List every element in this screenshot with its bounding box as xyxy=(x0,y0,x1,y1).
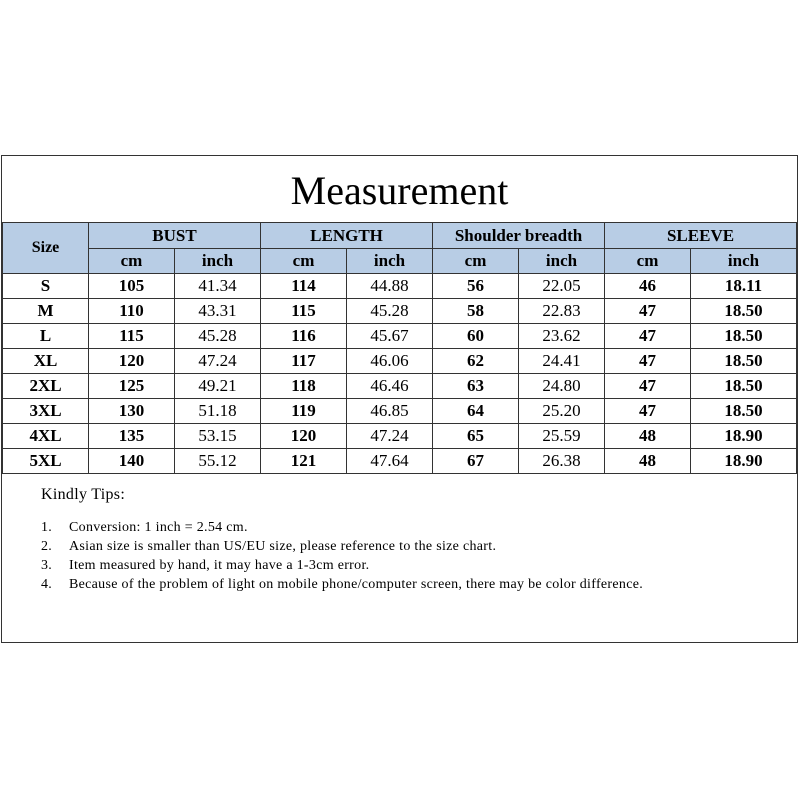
table-cell: 45.28 xyxy=(175,324,261,349)
table-cell: 47.64 xyxy=(347,449,433,474)
unit-header: cm xyxy=(89,249,175,274)
tip-text: Asian size is smaller than US/EU size, please reference to the size chart. xyxy=(69,539,497,554)
table-cell: 23.62 xyxy=(519,324,605,349)
table-cell: 60 xyxy=(433,324,519,349)
tip-item xyxy=(41,575,797,594)
unit-header: cm xyxy=(605,249,691,274)
size-label: S xyxy=(3,274,89,299)
tip-number: 2. xyxy=(41,539,53,554)
table-cell: 53.15 xyxy=(175,424,261,449)
table-cell: 65 xyxy=(433,424,519,449)
chart-title: Measurement xyxy=(290,168,509,213)
table-cell: 46.06 xyxy=(347,349,433,374)
table-cell: 22.05 xyxy=(519,274,605,299)
tip-text: Item measured by hand, it may have a 1-3cm error. xyxy=(69,558,370,573)
table-cell: 18.90 xyxy=(691,449,797,474)
tip-number: 3. xyxy=(41,558,53,573)
table-row xyxy=(3,324,797,349)
size-label: 5XL xyxy=(3,449,89,474)
table-row xyxy=(3,399,797,424)
table-cell: 117 xyxy=(261,349,347,374)
tip-item xyxy=(41,537,797,556)
table-cell: 18.50 xyxy=(691,399,797,424)
table-cell: 125 xyxy=(89,374,175,399)
unit-header: inch xyxy=(691,249,797,274)
table-cell: 67 xyxy=(433,449,519,474)
table-cell: 116 xyxy=(261,324,347,349)
group-header-bust: BUST xyxy=(89,223,261,249)
table-cell: 43.31 xyxy=(175,299,261,324)
table-cell: 121 xyxy=(261,449,347,474)
table-cell: 120 xyxy=(89,349,175,374)
table-cell: 135 xyxy=(89,424,175,449)
size-chart-frame xyxy=(1,155,798,643)
tips-section xyxy=(2,472,797,642)
table-cell: 18.11 xyxy=(691,274,797,299)
unit-header: inch xyxy=(519,249,605,274)
table-cell: 55.12 xyxy=(175,449,261,474)
size-table xyxy=(2,222,797,474)
table-cell: 25.20 xyxy=(519,399,605,424)
size-label: L xyxy=(3,324,89,349)
table-cell: 110 xyxy=(89,299,175,324)
table-cell: 47.24 xyxy=(347,424,433,449)
tip-number: 1. xyxy=(41,520,53,535)
tip-item xyxy=(41,518,797,537)
table-cell: 118 xyxy=(261,374,347,399)
unit-header: cm xyxy=(261,249,347,274)
table-row xyxy=(3,349,797,374)
unit-header: inch xyxy=(175,249,261,274)
table-cell: 119 xyxy=(261,399,347,424)
table-cell: 18.50 xyxy=(691,374,797,399)
group-header-shoulder: Shoulder breadth xyxy=(433,223,605,249)
table-cell: 49.21 xyxy=(175,374,261,399)
table-cell: 18.90 xyxy=(691,424,797,449)
tip-text: Because of the problem of light on mobile phone/computer screen, there may be color difference. xyxy=(69,577,644,592)
table-cell: 44.88 xyxy=(347,274,433,299)
table-cell: 140 xyxy=(89,449,175,474)
unit-header-row xyxy=(3,249,797,274)
table-cell: 25.59 xyxy=(519,424,605,449)
table-cell: 45.67 xyxy=(347,324,433,349)
tip-text: Conversion: 1 inch = 2.54 cm. xyxy=(69,520,248,535)
table-cell: 26.38 xyxy=(519,449,605,474)
table-cell: 45.28 xyxy=(347,299,433,324)
group-header-row xyxy=(3,223,797,249)
tip-item xyxy=(41,556,797,575)
unit-header: cm xyxy=(433,249,519,274)
table-cell: 24.41 xyxy=(519,349,605,374)
size-label: XL xyxy=(3,349,89,374)
table-cell: 22.83 xyxy=(519,299,605,324)
table-cell: 48 xyxy=(605,449,691,474)
table-cell: 46.85 xyxy=(347,399,433,424)
table-cell: 47 xyxy=(605,374,691,399)
table-cell: 47 xyxy=(605,324,691,349)
table-row xyxy=(3,299,797,324)
size-label: 2XL xyxy=(3,374,89,399)
table-cell: 18.50 xyxy=(691,324,797,349)
table-cell: 63 xyxy=(433,374,519,399)
table-cell: 115 xyxy=(261,299,347,324)
size-column-header: Size xyxy=(3,223,89,274)
table-cell: 120 xyxy=(261,424,347,449)
tip-number: 4. xyxy=(41,577,53,592)
unit-header: inch xyxy=(347,249,433,274)
table-cell: 46 xyxy=(605,274,691,299)
table-cell: 41.34 xyxy=(175,274,261,299)
table-row xyxy=(3,374,797,399)
table-row xyxy=(3,274,797,299)
table-cell: 115 xyxy=(89,324,175,349)
table-cell: 62 xyxy=(433,349,519,374)
tips-title: Kindly Tips: xyxy=(41,486,126,503)
table-cell: 51.18 xyxy=(175,399,261,424)
tips-list xyxy=(41,518,797,594)
table-cell: 47 xyxy=(605,399,691,424)
group-header-sleeve: SLEEVE xyxy=(605,223,797,249)
table-cell: 58 xyxy=(433,299,519,324)
size-label: 4XL xyxy=(3,424,89,449)
size-label: M xyxy=(3,299,89,324)
table-cell: 114 xyxy=(261,274,347,299)
table-cell: 56 xyxy=(433,274,519,299)
size-table-body xyxy=(3,274,797,474)
table-cell: 105 xyxy=(89,274,175,299)
table-cell: 64 xyxy=(433,399,519,424)
table-cell: 130 xyxy=(89,399,175,424)
table-cell: 18.50 xyxy=(691,299,797,324)
size-label: 3XL xyxy=(3,399,89,424)
table-cell: 48 xyxy=(605,424,691,449)
table-row xyxy=(3,449,797,474)
group-header-length: LENGTH xyxy=(261,223,433,249)
table-cell: 47 xyxy=(605,299,691,324)
table-cell: 47.24 xyxy=(175,349,261,374)
table-cell: 47 xyxy=(605,349,691,374)
table-row xyxy=(3,424,797,449)
table-cell: 46.46 xyxy=(347,374,433,399)
table-cell: 18.50 xyxy=(691,349,797,374)
table-cell: 24.80 xyxy=(519,374,605,399)
